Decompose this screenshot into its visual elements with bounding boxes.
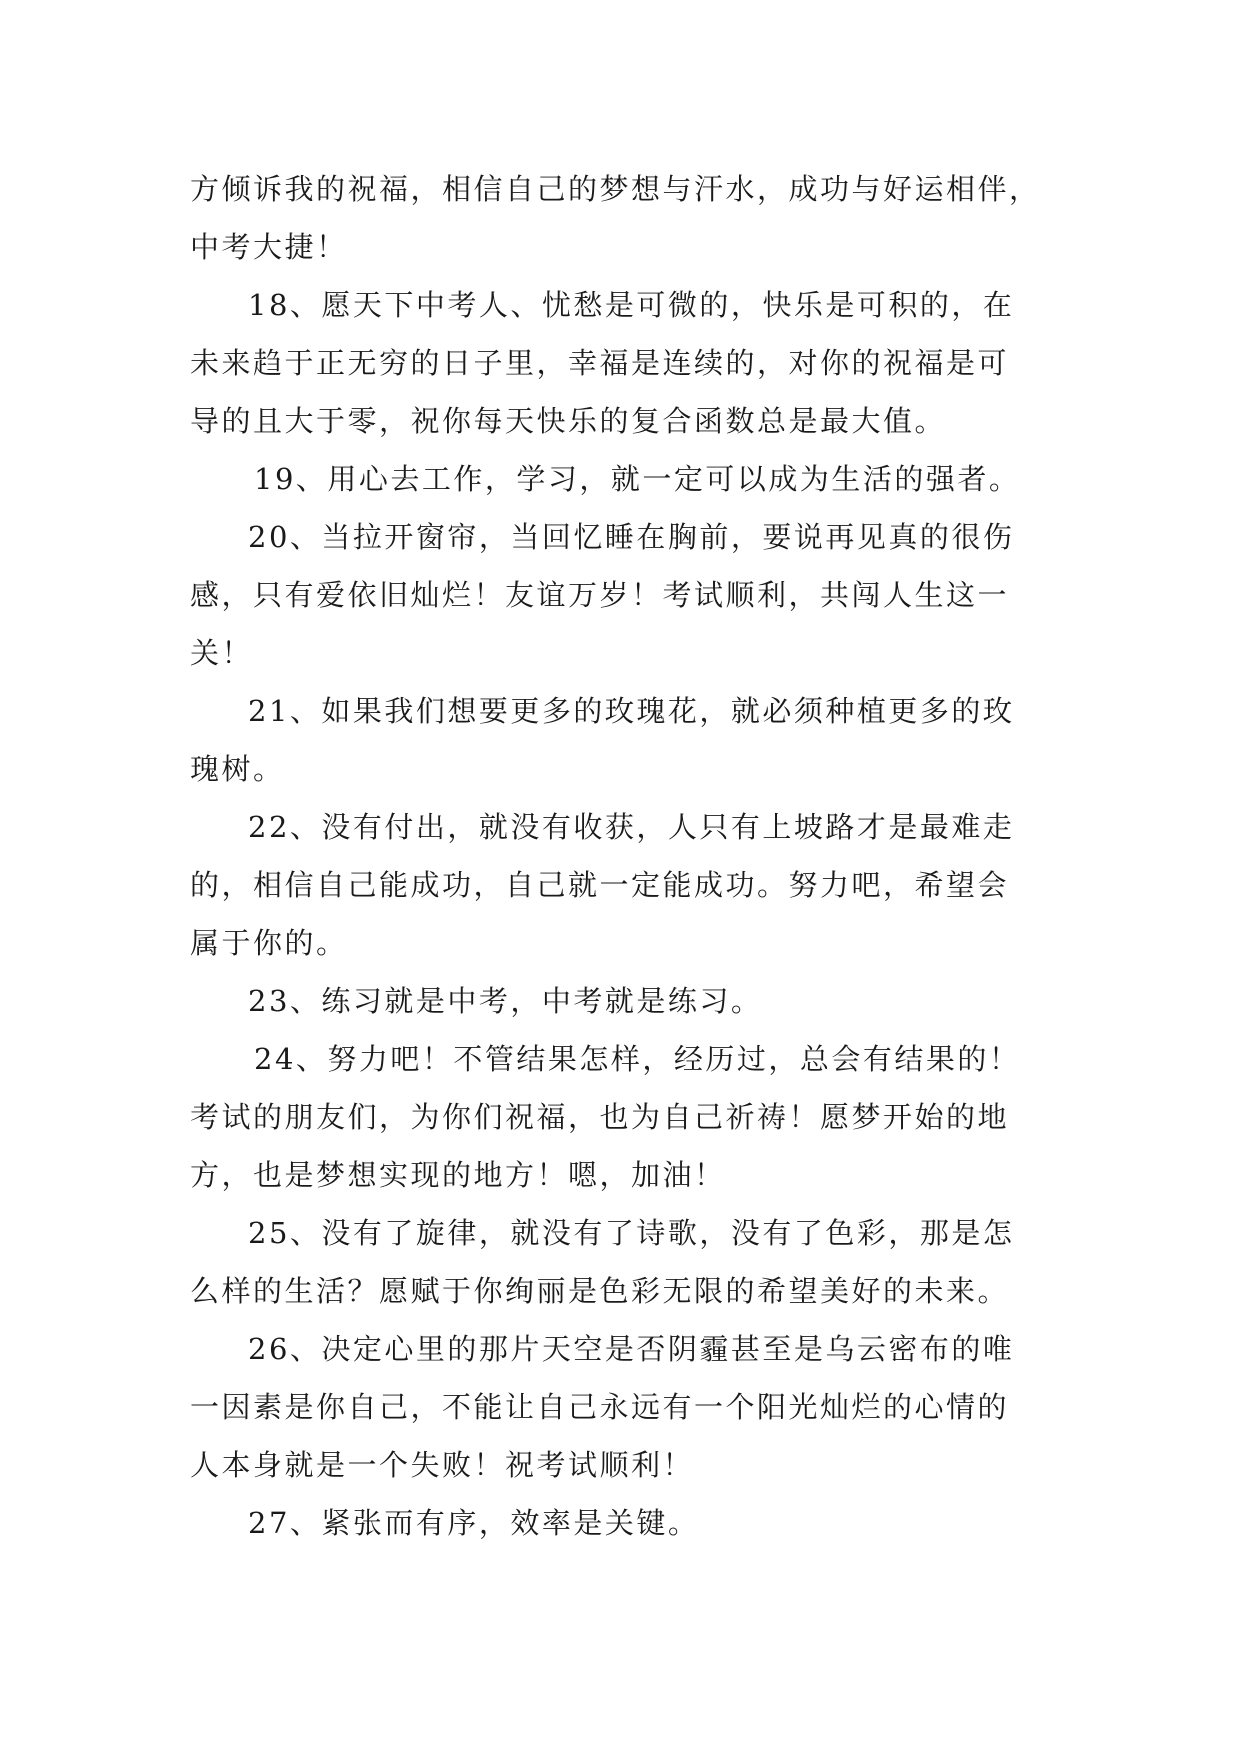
text-line: 26、决定心里的那片天空是否阴霾甚至是乌云密布的唯 [248, 1332, 1015, 1366]
text-line: 导的且大于零，祝你每天快乐的复合函数总是最大值。 [190, 404, 947, 438]
text-line: 24、努力吧！不管结果怎样，经历过，总会有结果的！ [254, 1042, 1021, 1076]
paragraph-22 [190, 798, 1070, 972]
text-line: 23、练习就是中考，中考就是练习。 [248, 984, 763, 1018]
document-body [190, 160, 1070, 1552]
text-line: 未来趋于正无穷的日子里，幸福是连续的，对你的祝福是可 [190, 346, 1010, 380]
text-line: 27、紧张而有序，效率是关键。 [248, 1506, 700, 1540]
text-line: 21、如果我们想要更多的玫瑰花，就必须种植更多的玫 [248, 694, 1015, 728]
text-line: 一因素是你自己，不能让自己永远有一个阳光灿烂的心情的 [190, 1390, 1010, 1424]
text-line: 方倾诉我的祝福，相信自己的梦想与汗水，成功与好运相伴， [190, 172, 1041, 206]
text-line: 22、没有付出，就没有收获，人只有上坡路才是最难走 [248, 810, 1015, 844]
text-line: 瑰树。 [190, 752, 285, 786]
text-line: 的，相信自己能成功，自己就一定能成功。努力吧，希望会 [190, 868, 1010, 902]
paragraph-17-continued [190, 160, 1070, 276]
text-line: 25、没有了旋律，就没有了诗歌，没有了色彩，那是怎 [248, 1216, 1015, 1250]
text-line: 中考大捷！ [190, 230, 348, 264]
text-line: 么样的生活？愿赋于你绚丽是色彩无限的希望美好的未来。 [190, 1274, 1010, 1308]
paragraph-19 [190, 450, 1070, 508]
text-line: 19、用心去工作，学习，就一定可以成为生活的强者。 [254, 462, 1021, 496]
paragraph-25 [190, 1204, 1070, 1320]
text-line: 属于你的。 [190, 926, 348, 960]
text-line: 20、当拉开窗帘，当回忆睡在胸前，要说再见真的很伤 [248, 520, 1015, 554]
paragraph-27 [190, 1494, 1070, 1552]
paragraph-23 [190, 972, 1070, 1030]
paragraph-21 [190, 682, 1070, 798]
text-line: 18、愿天下中考人、忧愁是可微的，快乐是可积的，在 [248, 288, 1015, 322]
text-line: 感，只有爱依旧灿烂！友谊万岁！考试顺利，共闯人生这一 [190, 578, 1010, 612]
text-line: 人本身就是一个失败！祝考试顺利！ [190, 1448, 695, 1482]
paragraph-18 [190, 276, 1070, 450]
paragraph-20 [190, 508, 1070, 682]
text-line: 考试的朋友们，为你们祝福，也为自己祈祷！愿梦开始的地 [190, 1100, 1010, 1134]
text-line: 关！ [190, 636, 254, 670]
paragraph-24 [190, 1030, 1070, 1204]
text-line: 方，也是梦想实现的地方！嗯，加油！ [190, 1158, 726, 1192]
paragraph-26 [190, 1320, 1070, 1494]
